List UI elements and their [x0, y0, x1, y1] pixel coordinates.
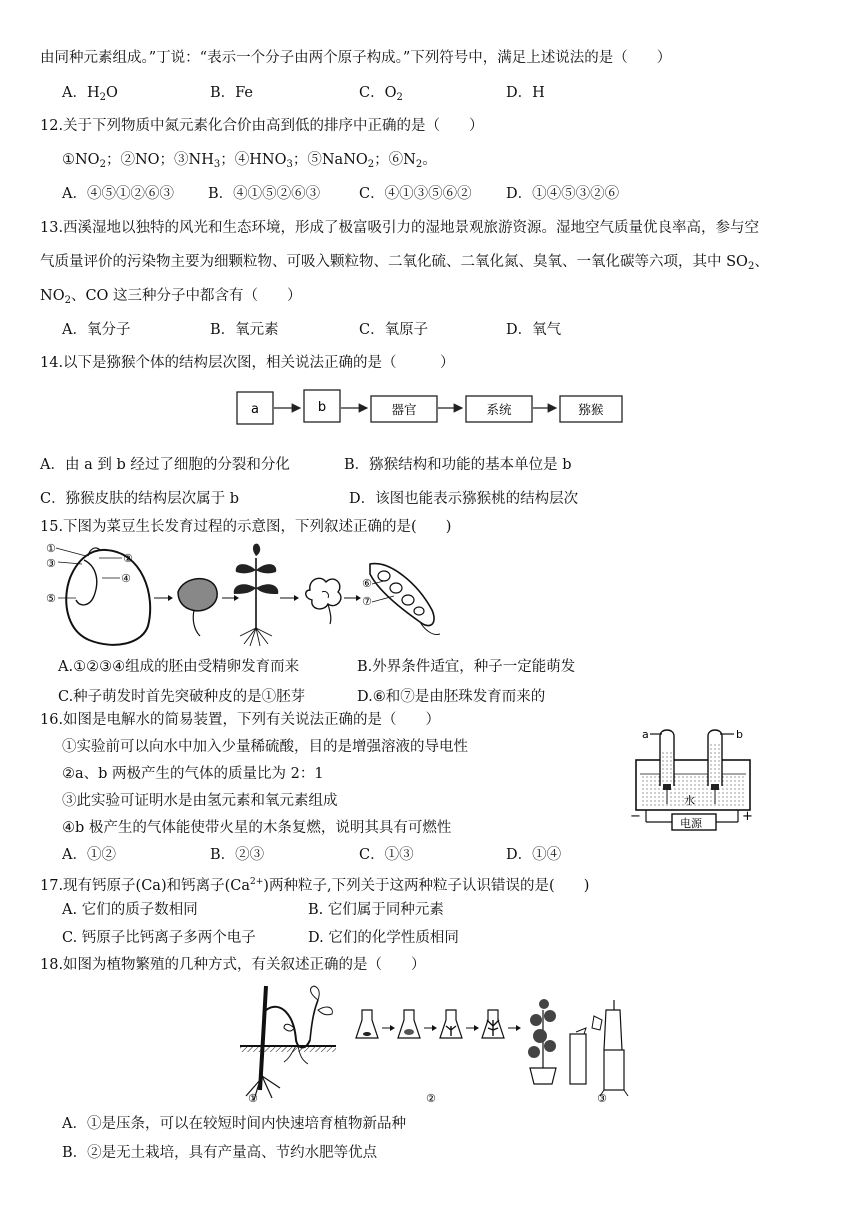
svg-text:⑤: ⑤ [46, 592, 56, 605]
q13-option-b: B．氧元素 [210, 322, 279, 338]
germinating-seed-drawing [178, 579, 217, 611]
q14-option-c: C．猕猴皮肤的结构层次属于 b [40, 491, 239, 507]
plant-propagation-diagram [240, 980, 640, 1106]
seed-drawing [66, 550, 150, 645]
flower-drawing [306, 578, 341, 609]
q12-option-a: A．④⑤①②⑥③ [62, 186, 174, 202]
svg-text:水: 水 [684, 794, 695, 807]
q13-line3: $NO_2$、CO 这三种分子中都含有（ ） [40, 288, 302, 306]
q12-stem: 12.关于下列物质中氮元素化合价由高到低的排序中正确的是（ ） [40, 118, 484, 134]
q15-stem: 15.下图为菜豆生长发育过程的示意图，下列叙述正确的是( ) [40, 519, 452, 535]
q18-option-b: B．②是无土栽培，具有产量高、节约水肥等优点 [62, 1145, 378, 1161]
svg-text:器官: 器官 [391, 402, 417, 417]
q18-option-a: A．①是压条，可以在较短时间内快速培育植物新品种 [62, 1116, 406, 1132]
q12-option-d: D．①④⑤③②⑥ [506, 186, 620, 202]
svg-text:−: − [630, 809, 641, 824]
structure-hierarchy-diagram [234, 386, 626, 430]
q16-option-c: C．①③ [359, 847, 414, 863]
svg-text:③: ③ [46, 557, 56, 570]
q17-option-d: D. 它们的化学性质相同 [308, 930, 459, 946]
q17-option-b: B. 它们属于同种元素 [308, 902, 444, 918]
q16-item-1: ①实验前可以向水中加入少量稀硫酸，目的是增强溶液的导电性 [62, 739, 468, 755]
q11-option-c: C．$O_2$ [359, 85, 403, 103]
svg-text:③: ③ [597, 1092, 607, 1105]
svg-text:⑥: ⑥ [362, 577, 372, 590]
svg-text:b: b [736, 728, 743, 741]
q14-option-d: D．该图也能表示猕猴桃的结构层次 [349, 491, 579, 507]
svg-text:②: ② [123, 552, 133, 565]
svg-text:电源: 电源 [680, 817, 702, 830]
q16-item-4: ④b 极产生的气体能使带火星的木条复燃，说明其具有可燃性 [62, 820, 452, 836]
svg-text:猕猴: 猕猴 [578, 402, 604, 417]
q18-stem: 18.如图为植物繁殖的几种方式，有关叙述正确的是（ ） [40, 957, 426, 973]
q16-item-3: ③此实验可证明水是由氢元素和氧元素组成 [62, 793, 338, 809]
q12-option-b: B．④①⑤②⑥③ [208, 186, 321, 202]
svg-text:⑦: ⑦ [362, 595, 372, 608]
water-electrolysis-apparatus [626, 724, 762, 836]
q11-option-d: D．H [506, 85, 545, 101]
q15-option-b: B.外界条件适宜，种子一定能萌发 [357, 659, 576, 675]
q16-option-b: B．②③ [210, 847, 265, 863]
q17-option-a: A. 它们的质子数相同 [62, 902, 198, 918]
q14-stem: 14.以下是猕猴个体的结构层次图，相关说法正确的是（ ） [40, 355, 455, 371]
q13-option-a: A．氧分子 [62, 322, 131, 338]
q14-option-b: B．猕猴结构和功能的基本单位是 b [344, 457, 572, 473]
bean-growth-diagram [44, 540, 444, 652]
q15-option-d: D.⑥和⑦是由胚珠发育而来的 [357, 689, 546, 705]
q16-option-a: A．①② [62, 847, 116, 863]
q13-option-d: D．氧气 [506, 322, 562, 338]
svg-text:b: b [317, 400, 327, 415]
q13-line1: 13.西溪湿地以独特的风光和生态环境，形成了极富吸引力的湿地景观旅游资源。湿地空气质量优良率高，参与空 [40, 220, 760, 236]
q16-stem: 16.如图是电解水的简易装置，下列有关说法正确的是（ ） [40, 712, 441, 728]
q11-option-b: B．Fe [210, 85, 254, 101]
q17-option-c: C. 钙原子比钙离子多两个电子 [62, 930, 256, 946]
svg-text:①: ① [248, 1092, 258, 1105]
grafting-drawing [570, 1000, 628, 1096]
svg-text:②: ② [426, 1092, 436, 1105]
q11-stem: 由同种元素组成。”丁说：“表示一个分子由两个原子构成。”下列符号中，满足上述说法的是（ ） [40, 50, 672, 66]
svg-text:系统: 系统 [486, 402, 512, 417]
q16-option-d: D．①④ [506, 847, 562, 863]
svg-text:a: a [251, 402, 259, 417]
layering-drawing [240, 986, 336, 1100]
svg-text:+: + [742, 809, 753, 824]
svg-text:a: a [642, 728, 649, 741]
svg-text:④: ④ [121, 572, 131, 585]
q15-option-c: C.种子萌发时首先突破种皮的是①胚芽 [58, 689, 306, 705]
svg-text:①: ① [46, 542, 56, 555]
q12-option-c: C．④①③⑤⑥② [359, 186, 472, 202]
tissue-culture-drawing [356, 999, 556, 1084]
q13-option-c: C．氧原子 [359, 322, 429, 338]
q14-option-a: A．由 a 到 b 经过了细胞的分裂和分化 [40, 457, 290, 473]
q12-list: $①NO_2$；②NO；$③NH_3$；$④HNO_3$；⑤NaNO$_2$；$⑥N_2$。 [62, 152, 437, 170]
q15-option-a: A.①②③④组成的胚由受精卵发育而来 [58, 659, 300, 675]
q13-line2: 气质量评价的污染物主要为细颗粒物、可吸入颗粒物、二氧化硫、二氧化氮、臭氧、一氧化碳等六项，其中 $SO_2$、 [40, 254, 769, 272]
q17-stem: 17.现有钙原子(Ca)和钙离子$(Ca^{2+})$两种粒子,下列关于这两种粒子认识错误的是( ) [40, 877, 590, 894]
q16-item-2: ②a、b 两极产生的气体的质量比为 2：1 [62, 766, 324, 782]
q11-option-a: A．$H_2O$ [62, 85, 118, 103]
